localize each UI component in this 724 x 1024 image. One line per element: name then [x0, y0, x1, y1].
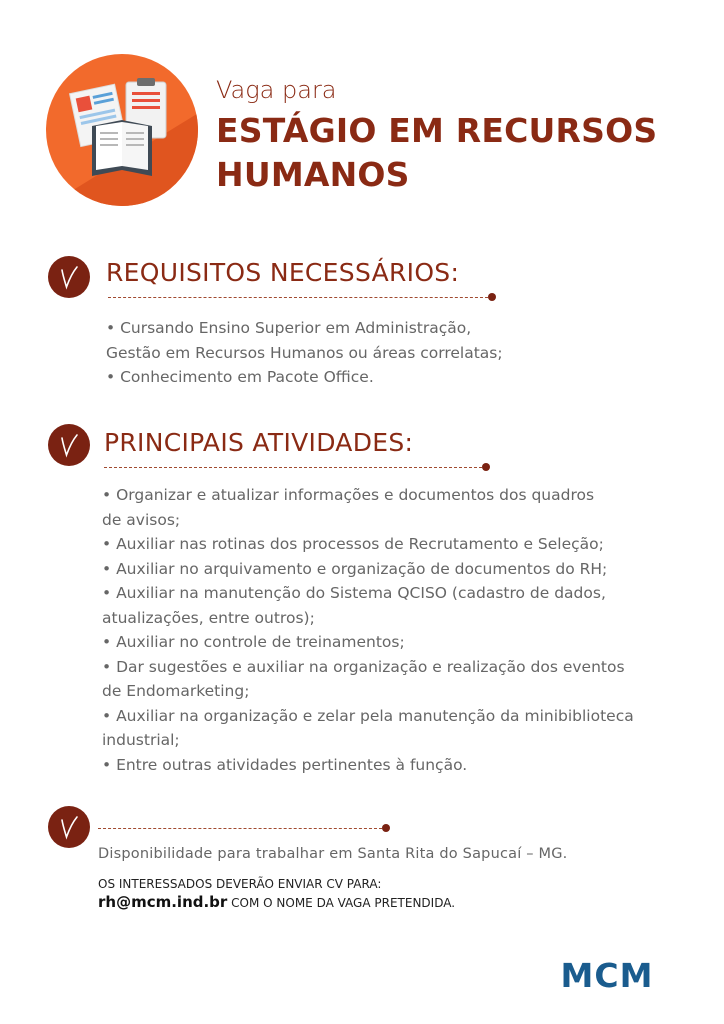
pre-title: Vaga para [216, 76, 337, 104]
email-suffix: COM O NOME DA VAGA PRETENDIDA. [227, 896, 456, 910]
logo-text: MCM [560, 958, 654, 990]
page-title-line-2: HUMANOS [216, 155, 410, 194]
list-item: • Auxiliar na manutenção do Sistema QCISO (cadastro de dados, [102, 584, 606, 602]
list-item: de avisos; [102, 510, 181, 529]
list-item: • Cursando Ensino Superior em Administração, [106, 319, 472, 337]
page-title-line-1: ESTÁGIO EM RECURSOS [216, 111, 658, 150]
availability-text: Disponibilidade para trabalhar em Santa Rita do Sapucaí – MG. [98, 846, 568, 862]
section-title-atividades: PRINCIPAIS ATIVIDADES: [104, 428, 414, 457]
check-mark-icon [48, 424, 90, 466]
list-item: de Endomarketing; [102, 682, 250, 700]
list-item: • Auxiliar nas rotinas dos processos de Recrutamento e Seleção; [102, 535, 604, 553]
check-mark-icon [48, 806, 90, 848]
list-item: • Auxiliar no arquivamento e organização de documentos do RH; [102, 559, 608, 578]
list-item: • Dar sugestões e auxiliar na organização e realização dos eventos [102, 657, 625, 676]
section-divider [108, 297, 488, 298]
section-title-requisitos: REQUISITOS NECESSÁRIOS: [106, 258, 460, 287]
documents-clipboard-icon [44, 52, 200, 208]
cv-instruction: OS INTERESSADOS DEVERÃO ENVIAR CV PARA: [98, 877, 382, 891]
divider-dot [488, 293, 496, 301]
list-item: atualizações, entre outros); [102, 608, 315, 627]
atividades-list [102, 483, 634, 777]
list-item: • Conhecimento em Pacote Office. [106, 368, 374, 386]
section-divider [104, 467, 482, 468]
list-item: • Auxiliar no controle de treinamentos; [102, 633, 405, 651]
email-link[interactable]: rh@mcm.ind.br [98, 893, 228, 911]
list-item: Gestão em Recursos Humanos ou áreas correlatas; [106, 343, 503, 362]
divider-dot [482, 463, 490, 471]
email-line [98, 893, 455, 911]
list-item: • Entre outras atividades pertinentes à função. [102, 755, 468, 774]
mcm-logo [540, 958, 674, 990]
list-item: • Auxiliar na organização e zelar pela manutenção da minibiblioteca [102, 706, 634, 725]
list-item: • Organizar e atualizar informações e documentos dos quadros [102, 486, 595, 504]
section-divider [98, 828, 382, 829]
requisitos-list [106, 316, 503, 390]
check-mark-icon [48, 256, 90, 298]
divider-dot [382, 824, 390, 832]
list-item: industrial; [102, 731, 180, 749]
